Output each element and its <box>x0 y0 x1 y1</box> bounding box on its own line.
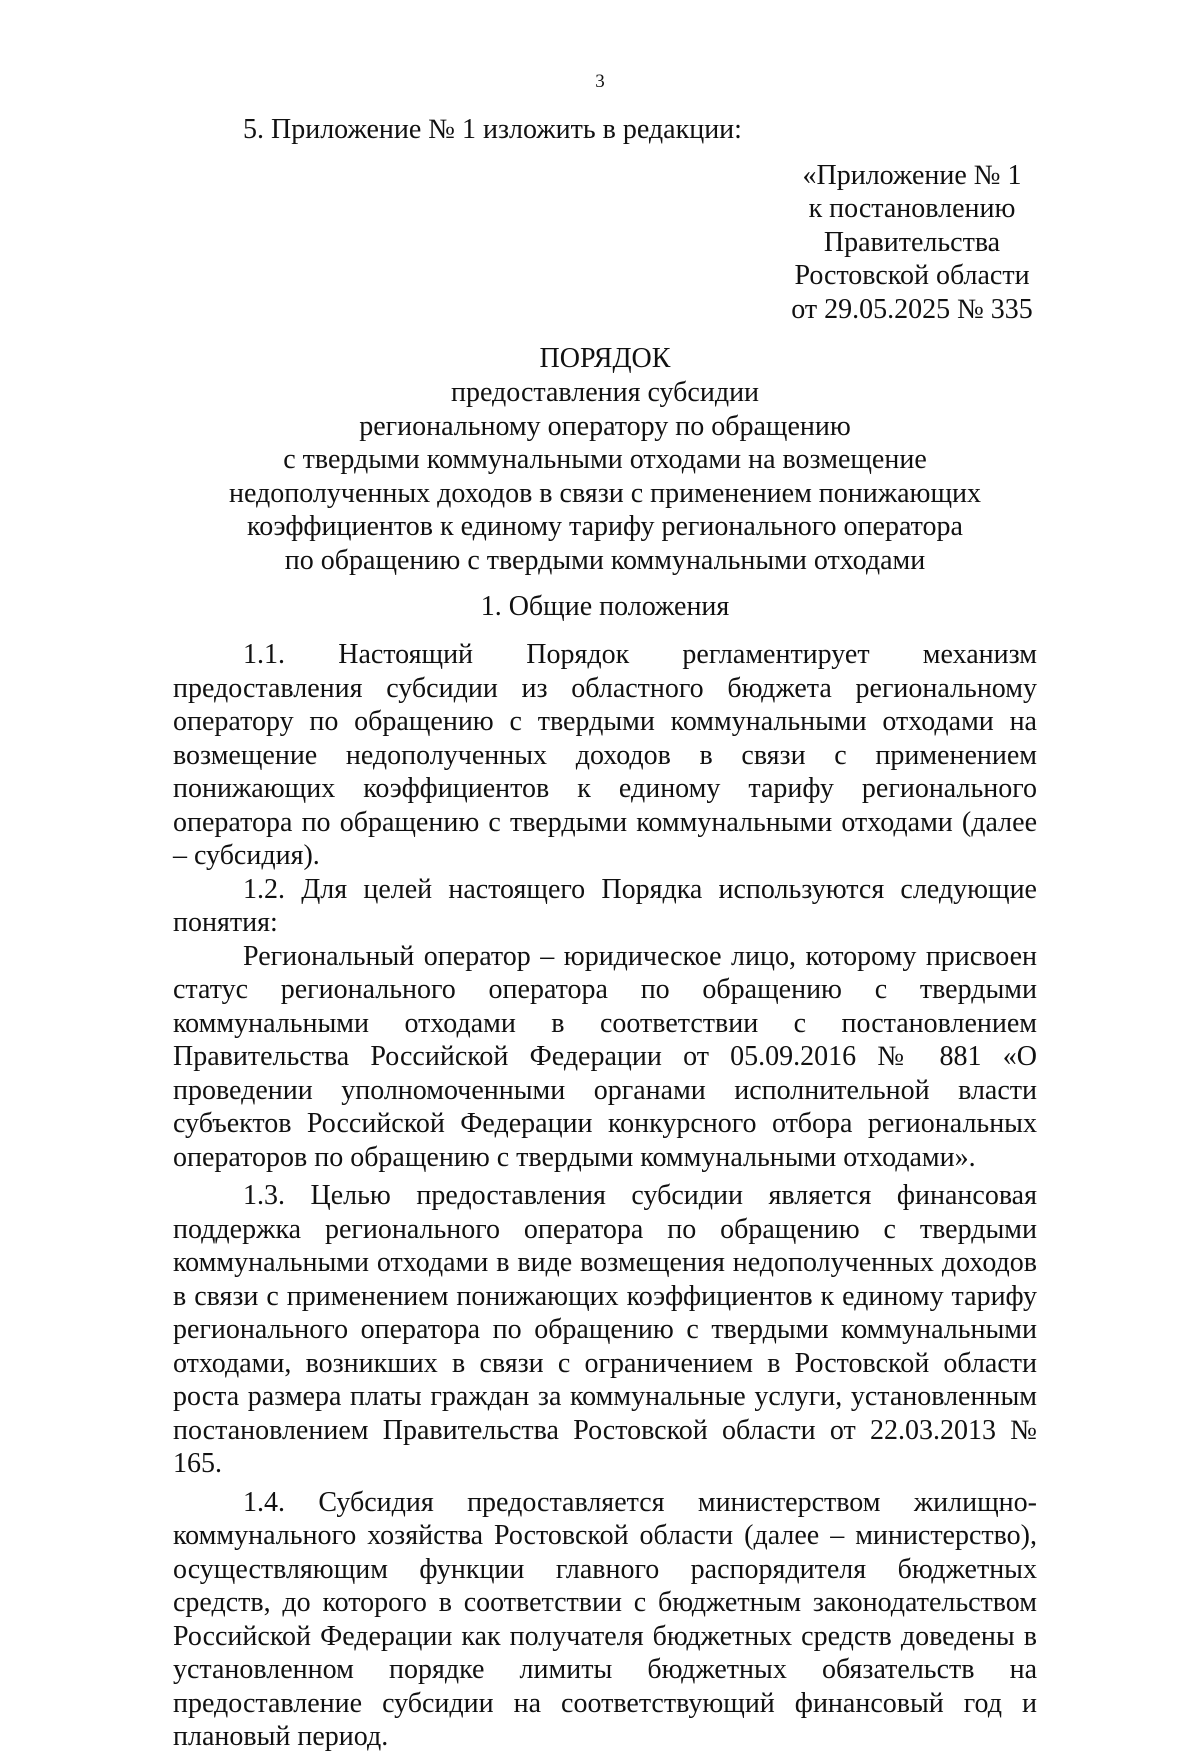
heading-line: недополученных доходов в связи с применением понижающих <box>229 477 981 509</box>
appendix-line: Правительства <box>823 226 1001 258</box>
paragraph-1-2: 1.2. Для целей настоящего Порядка используются следующие понятия: <box>173 873 1037 938</box>
paragraph-1-1: 1.1. Настоящий Порядок регламентирует механизм предоставления субсидии из областного бюджета региональному оператору по обращению с твердыми коммунальными отходами на возмещение недополученных доходов в связи с применением понижающих коэффициентов к единому тарифу регионального оператора по обращению с твердыми коммунальными отходами (далее – субсидия). <box>173 639 1037 871</box>
paragraph-1-4: 1.4. Субсидия предоставляется министерством жилищно-коммунального хозяйства Ростовской области (далее – министерство), осуществляющим функции главного распорядителя бюджетных средств, до которого в соответствии с бюджетным законодательством Российской Федерации как получателя бюджетных средств доведены в установленном порядке лимиты бюджетных обязательств на предоставление субсидии на соответствующий финансовый год и плановый период. <box>173 1486 1037 1752</box>
heading-line: региональному оператору по обращению <box>359 410 851 442</box>
appendix-line: «Приложение № 1 <box>802 159 1022 191</box>
appendix-line: Ростовской области <box>794 260 1030 291</box>
paragraph-1-3: 1.3. Целью предоставления субсидии является финансовая поддержка регионального оператора по обращению с твердыми коммунальными отходами в виде возмещения недополученных доходов в связи с применением понижающих коэффициентов к единому тарифу регионального оператора по обращению с твердыми коммунальными отходами, возникших в связи с ограничением в Ростовской области роста размера платы граждан за коммунальные услуги, установленным постановлением Правительства Ростовской области от 22.03.2013 № 165. <box>173 1180 1037 1479</box>
paragraph-definition: Региональный оператор – юридическое лицо, которому присвоен статус регионального оператора по обращению с твердыми коммунальными отходами в соответствии с постановлением Правительства Российской Федерации от 05.09.2016 № 881 «О проведении уполномоченными органами исполнительной власти субъектов Российской Федерации конкурсного отбора региональных операторов по обращению с твердыми коммунальными отходами». <box>173 940 1037 1173</box>
heading-title: ПОРЯДОК <box>539 343 671 374</box>
section-title: 1. Общие положения <box>480 591 730 622</box>
appendix-line: от 29.05.2025 № 335 <box>791 293 1033 325</box>
heading-line: с твердыми коммунальными отходами на возмещение <box>283 444 927 475</box>
amendment-lead-line: 5. Приложение № 1 изложить в редакции: <box>243 114 742 145</box>
heading-line: коэффициентов к единому тарифу регионального оператора <box>247 511 963 542</box>
heading-line: по обращению с твердыми коммунальными отходами <box>284 544 926 576</box>
appendix-line: к постановлению <box>808 193 1016 224</box>
document-body <box>173 113 1037 1754</box>
document-heading <box>173 342 1037 577</box>
appendix-reference-block <box>787 159 1037 327</box>
page-number: 3 <box>595 71 605 92</box>
heading-line: предоставления субсидии <box>450 377 760 408</box>
